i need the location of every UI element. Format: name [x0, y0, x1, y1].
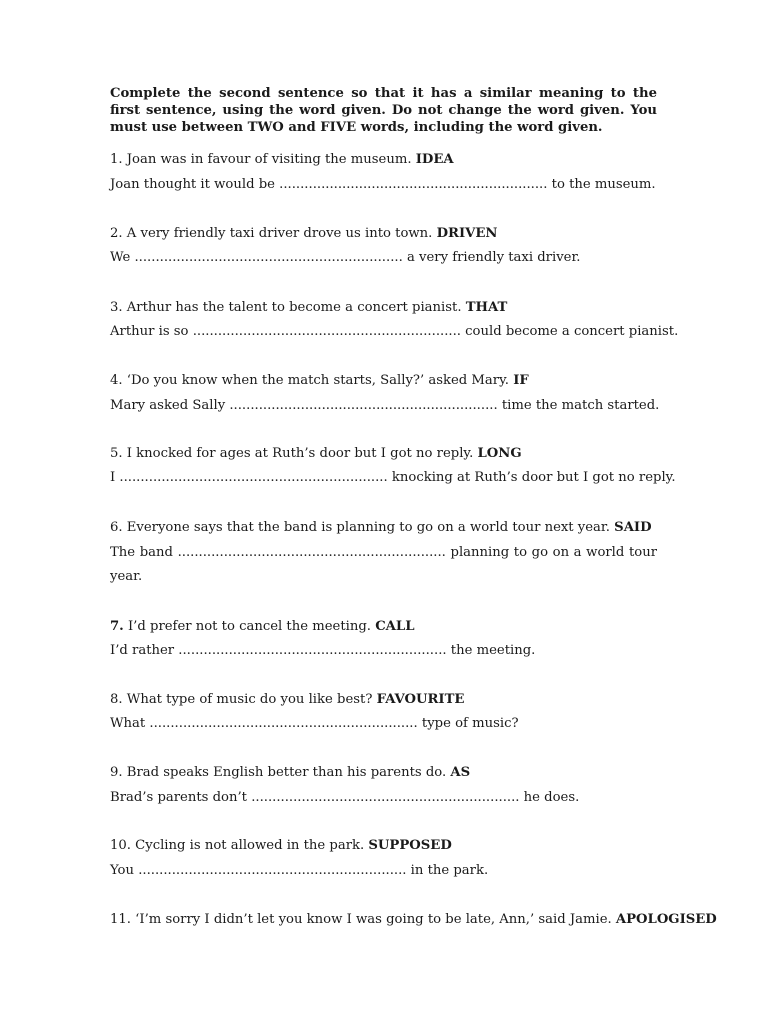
question-6-prompt — [110, 519, 652, 536]
question-prompt-text: 2. A very friendly taxi driver drove us into town. — [110, 226, 433, 241]
answer-after: he does. — [519, 790, 580, 805]
question-10-prompt — [110, 837, 452, 854]
answer-before: I — [110, 470, 120, 485]
question-7-answer — [110, 642, 535, 659]
answer-after: time the match started. — [497, 398, 660, 413]
answer-after: to the museum. — [547, 177, 656, 192]
question-keyword: SUPPOSED — [368, 838, 452, 853]
question-5-prompt — [110, 445, 522, 462]
answer-before: Joan thought it would be — [110, 177, 280, 192]
question-prompt-text: 5. I knocked for ages at Ruth’s door but I got no reply. — [110, 446, 474, 461]
question-9-answer — [110, 789, 579, 806]
question-prompt-text: 8. What type of music do you like best? — [110, 692, 373, 707]
question-keyword: SAID — [614, 520, 652, 535]
question-4-prompt — [110, 372, 529, 389]
question-5-answer — [110, 469, 676, 486]
question-keyword: DRIVEN — [436, 226, 498, 241]
question-1-prompt — [110, 151, 454, 168]
question-prompt-text: 10. Cycling is not allowed in the park. — [110, 838, 365, 853]
question-keyword: THAT — [465, 300, 508, 315]
answer-blank[interactable]: ................................................................ — [192, 324, 461, 339]
question-7-prompt — [110, 618, 414, 635]
answer-blank[interactable]: ................................................................ — [119, 470, 388, 485]
answer-after: the meeting. — [446, 643, 536, 658]
question-6-answer-continued: year. — [110, 569, 143, 584]
answer-after: knocking at Ruth’s door but I got no reply. — [387, 470, 676, 485]
question-keyword: FAVOURITE — [376, 692, 465, 707]
question-prompt-text: 6. Everyone says that the band is planning to go on a world tour next year. — [110, 520, 610, 535]
answer-before: You — [110, 863, 139, 878]
question-keyword: IF — [513, 373, 529, 388]
question-10-answer — [110, 862, 488, 879]
answer-after: planning to go on a world tour — [450, 545, 657, 560]
question-number: 7. — [110, 619, 124, 634]
answer-blank[interactable]: ................................................................ — [251, 790, 520, 805]
question-keyword: AS — [450, 765, 471, 780]
question-keyword: IDEA — [415, 152, 454, 167]
question-3-prompt — [110, 299, 507, 316]
question-2-prompt — [110, 225, 497, 242]
question-prompt-text: 3. Arthur has the talent to become a concert pianist. — [110, 300, 462, 315]
question-keyword: CALL — [375, 619, 415, 634]
instructions: Complete the second sentence so that it has a similar meaning to the first sentence, using the word given. Do not change the word given. You must use between TWO and FIVE words, including the word given. — [110, 86, 657, 135]
answer-before: We — [110, 250, 135, 265]
question-keyword: LONG — [477, 446, 522, 461]
answer-after: could become a concert pianist. — [460, 324, 679, 339]
question-11-prompt — [110, 911, 717, 928]
question-prompt-text: 1. Joan was in favour of visiting the museum. — [110, 152, 412, 167]
question-1-answer — [110, 176, 656, 193]
question-8-answer — [110, 715, 519, 732]
question-9-prompt — [110, 764, 470, 781]
answer-blank[interactable]: ................................................................ — [177, 545, 446, 560]
answer-blank[interactable]: ................................................................ — [279, 177, 548, 192]
question-prompt-text: 11. ‘I’m sorry I didn’t let you know I was going to be late, Ann,’ said Jamie. — [110, 912, 612, 927]
answer-before: I’d rather — [110, 643, 179, 658]
answer-blank[interactable]: ................................................................ — [149, 716, 418, 731]
question-4-answer — [110, 397, 659, 414]
answer-before: What — [110, 716, 150, 731]
answer-before: The band — [110, 545, 178, 560]
answer-blank[interactable]: ................................................................ — [134, 250, 403, 265]
answer-after: in the park. — [406, 863, 489, 878]
answer-before: Arthur is so — [110, 324, 193, 339]
answer-after: a very friendly taxi driver. — [402, 250, 581, 265]
question-8-prompt — [110, 691, 464, 708]
answer-blank[interactable]: ................................................................ — [138, 863, 407, 878]
answer-blank[interactable]: ................................................................ — [229, 398, 498, 413]
question-prompt-text: 9. Brad speaks English better than his parents do. — [110, 765, 447, 780]
answer-after: type of music? — [417, 716, 519, 731]
question-keyword: APOLOGISED — [615, 912, 717, 927]
question-6-answer — [110, 544, 657, 561]
answer-before: Mary asked Sally — [110, 398, 230, 413]
question-3-answer — [110, 323, 678, 340]
question-2-answer — [110, 249, 581, 266]
answer-blank[interactable]: ................................................................ — [178, 643, 447, 658]
answer-before: Brad’s parents don’t — [110, 790, 252, 805]
question-prompt-text: 4. ‘Do you know when the match starts, Sally?’ asked Mary. — [110, 373, 509, 388]
question-prompt-text: I’d prefer not to cancel the meeting. — [123, 619, 371, 634]
